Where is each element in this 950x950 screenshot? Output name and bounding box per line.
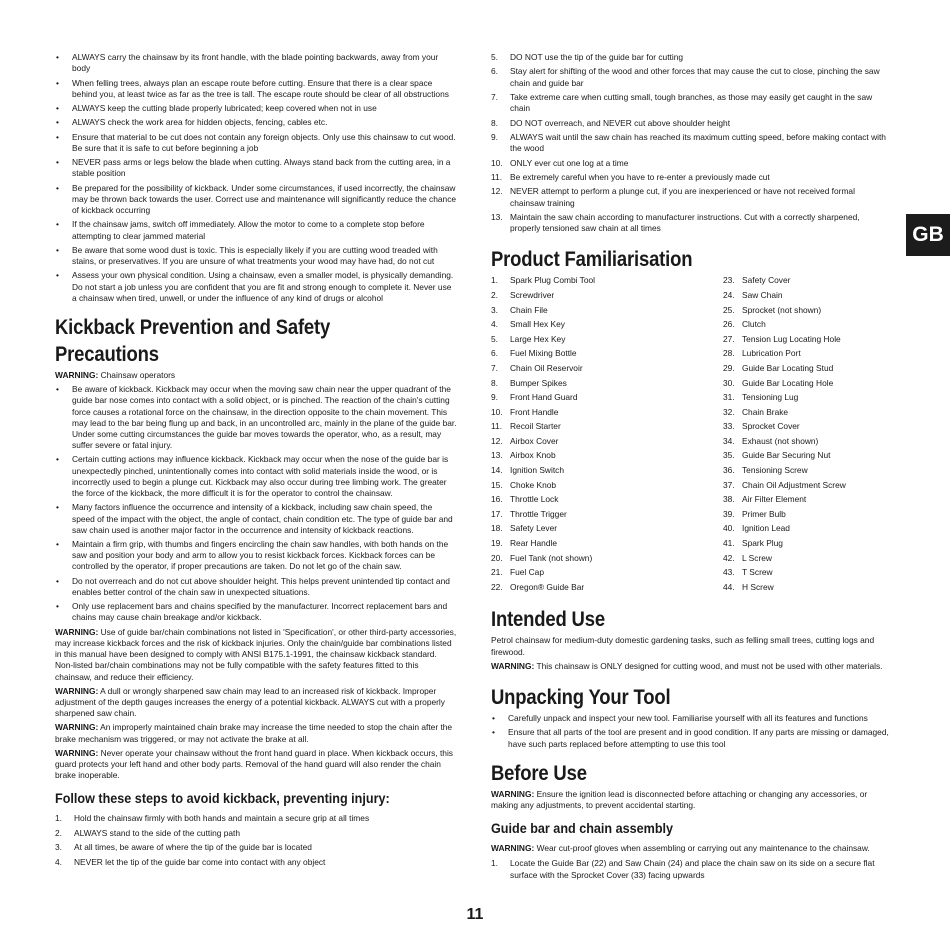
item-number: 5. (491, 333, 498, 344)
item-number: 11. (491, 171, 503, 182)
before-use-warning: WARNING: Ensure the ignition lead is disconnected before attaching or changing any accessories, or making any adjustments, to prevent accidental starting. (491, 788, 868, 810)
item-number: 20. (491, 552, 503, 563)
item-number: 43. (723, 567, 735, 578)
bullet-item: • Ensure that all parts of the tool are present and in good condition. If any parts are missing or damaged, have such parts replaced before attempting to use this tool (491, 727, 889, 749)
numbered-item (723, 290, 889, 301)
bullet-item: • Assess your own physical condition. Using a chainsaw, even a smaller model, is physically demanding. Do not start a job unless you are confident that you are fit and strong enough to complete it. Never use a chainsaw when tired, unwell, or under the influence of any kind of drugs or alcohol (55, 270, 457, 304)
numbered-item (55, 842, 457, 853)
numbered-item (491, 319, 723, 330)
item-text: Guide Bar Locating Stud (742, 362, 834, 373)
numbered-item (491, 582, 723, 593)
item-number: 14. (491, 465, 503, 476)
language-tab: GB (906, 214, 950, 256)
item-number: 18. (491, 523, 503, 534)
numbered-item (723, 480, 889, 491)
safety-bullet-list (55, 52, 457, 304)
numbered-item (723, 523, 889, 534)
item-number: 4. (491, 319, 498, 330)
numbered-item (491, 378, 723, 389)
item-text: Safety Cover (742, 275, 791, 286)
numbered-item (491, 363, 723, 374)
bullet-item: • NEVER pass arms or legs below the blade when cutting. Always stand back from the cutting area, in a stable position (55, 157, 457, 179)
bullet-item: • Be prepared for the possibility of kickback. Under some circumstances, if used incorrectly, the chainsaw may be thrown back towards the user. Correct use and maintenance will significantly reduce the chance of kickback occurring (55, 183, 457, 217)
numbered-item (491, 858, 889, 880)
page-number: 11 (466, 906, 484, 923)
item-text: Be extremely careful when you have to re-enter a previously made cut (510, 171, 770, 182)
parts-list (491, 275, 889, 596)
numbered-item (723, 319, 889, 330)
numbered-item (491, 436, 723, 447)
item-number: 2. (491, 289, 498, 300)
right-column (491, 52, 889, 884)
numbered-item (491, 212, 889, 234)
parts-list-column-1 (491, 275, 723, 596)
item-text: Front Handle (510, 406, 559, 417)
numbered-item (491, 538, 723, 549)
numbered-item (491, 52, 889, 63)
item-text: T Screw (742, 567, 773, 578)
item-number: 17. (491, 508, 503, 519)
numbered-item (491, 523, 723, 534)
warning-paragraph: WARNING: An improperly maintained chain brake may increase the time needed to stop the chain after the brake mechanism was triggered, or may not activate the brake at all. (55, 722, 453, 744)
numbered-item (723, 363, 889, 374)
item-text: Take extreme care when cutting small, tough branches, as those may easily get caught in the saw chain (510, 91, 873, 114)
item-text: Rear Handle (510, 538, 558, 549)
item-text: H Screw (742, 581, 774, 592)
numbered-item (491, 421, 723, 432)
numbered-item (55, 828, 457, 839)
bullet-item: • Only use replacement bars and chains specified by the manufacturer. Incorrect replacement bars and chains may cause chain breakage and/or kickback. (55, 601, 457, 623)
kickback-steps-list (55, 813, 457, 867)
item-text: Chain Oil Reservoir (510, 362, 583, 373)
item-number: 13. (491, 211, 503, 222)
item-number: 9. (491, 131, 498, 142)
item-text: DO NOT overreach, and NEVER cut above shoulder height (510, 117, 731, 128)
numbered-item (723, 509, 889, 520)
item-number: 4. (55, 856, 62, 867)
item-text: Choke Knob (510, 479, 557, 490)
numbered-item (723, 378, 889, 389)
numbered-item (491, 334, 723, 345)
item-text: NEVER let the tip of the guide bar come into contact with any object (74, 856, 326, 867)
item-number: 26. (723, 319, 735, 330)
numbered-item (491, 158, 889, 169)
item-number: 44. (723, 581, 735, 592)
item-text: Oregon® Guide Bar (510, 581, 585, 592)
numbered-item (723, 494, 889, 505)
item-text: Recoil Starter (510, 421, 561, 432)
item-number: 19. (491, 538, 503, 549)
kickback-steps-list-continued (491, 52, 889, 234)
item-text: Screwdriver (510, 289, 555, 300)
item-number: 31. (723, 392, 735, 403)
unpacking-bullet-list (491, 713, 889, 750)
item-text: Stay alert for shifting of the wood and other forces that may cause the cut to close, pinching the saw chain and guide bar (510, 66, 880, 88)
item-number: 3. (55, 842, 62, 853)
item-number: 29. (723, 362, 735, 373)
item-number: 10. (491, 406, 503, 417)
numbered-item (491, 567, 723, 578)
bullet-item: • Ensure that material to be cut does not contain any foreign objects. Only use this chainsaw to cut wood. Be sure that it is safe to cut before beginning a job (55, 132, 457, 154)
numbered-item (491, 275, 723, 286)
item-text: Airbox Knob (510, 450, 556, 461)
item-number: 5. (491, 52, 498, 62)
item-number: 28. (723, 348, 735, 359)
item-text: ALWAYS wait until the saw chain has reached its maximum cutting speed, before making contact with the wood (510, 131, 886, 154)
item-text: Fuel Cap (510, 567, 544, 578)
item-number: 41. (723, 538, 735, 549)
item-text: Tension Lug Locating Hole (742, 333, 841, 344)
numbered-item (491, 407, 723, 418)
item-number: 25. (723, 304, 735, 315)
item-text: ALWAYS stand to the side of the cutting path (74, 827, 241, 838)
bullet-item: • Maintain a firm grip, with thumbs and fingers encircling the chain saw handles, with both hands on the saw and position your body and arm to allow you to resist kickback forces. Kickback forces can be controlled by the operator, if proper precautions are taken. Do not let go of the chain saw. (55, 539, 457, 573)
kickback-heading: Kickback Prevention and Safety Precautions (55, 315, 331, 366)
numbered-item (491, 132, 889, 154)
item-number: 34. (723, 435, 735, 446)
numbered-item (723, 305, 889, 316)
kickback-bullet-list (55, 384, 457, 624)
item-number: 8. (491, 377, 498, 388)
item-text: Guide Bar Securing Nut (742, 450, 831, 461)
numbered-item (491, 172, 889, 183)
bullet-item: • ALWAYS keep the cutting blade properly lubricated; keep covered when not in use (55, 103, 457, 114)
item-number: 9. (491, 392, 498, 403)
item-text: Chain Oil Adjustment Screw (742, 479, 846, 490)
item-text: ONLY ever cut one log at a time (510, 157, 629, 168)
item-text: Bumper Spikes (510, 377, 567, 388)
numbered-item (723, 334, 889, 345)
numbered-item (491, 480, 723, 491)
item-text: Fuel Tank (not shown) (510, 552, 593, 563)
numbered-item (491, 186, 889, 208)
item-number: 16. (491, 494, 503, 505)
item-text: NEVER attempt to perform a plunge cut, if you are inexperienced or have not received formal chainsaw training (510, 186, 855, 208)
bullet-item: • Be aware that some wood dust is toxic. This is especially likely if you are cutting wood treaded with stains, or preservatives. If you are unsure of what treatments your wood may have had, do not cut (55, 245, 457, 267)
item-number: 1. (55, 813, 62, 824)
assembly-heading: Guide bar and chain assembly (491, 820, 674, 837)
item-number: 1. (491, 858, 498, 869)
item-number: 37. (723, 479, 735, 490)
item-number: 3. (491, 304, 498, 315)
unpacking-heading: Unpacking Your Tool (491, 686, 671, 710)
item-number: 13. (491, 450, 503, 461)
item-text: Fuel Mixing Bottle (510, 348, 577, 359)
bullet-item: • If the chainsaw jams, switch off immediately. Allow the motor to come to a complete stop before attempting to clear jammed material (55, 219, 457, 241)
item-text: Chain Brake (742, 406, 789, 417)
item-text: Maintain the saw chain according to manufacturer instructions. Cut with a correctly sharpened, properly tensioned saw chain at all times (510, 211, 860, 234)
item-text: Throttle Lock (510, 494, 559, 505)
item-number: 12. (491, 435, 503, 446)
numbered-item (723, 421, 889, 432)
numbered-item (723, 538, 889, 549)
item-text: Hold the chainsaw firmly with both hands and maintain a secure grip at all times (74, 813, 370, 824)
bullet-item: • Certain cutting actions may influence kickback. Kickback may occur when the nose of the guide bar is unexpectedly pinched, unintentionally comes into contact with solid materials inside the wood, or is incorrectly used to begin a plunge cut. Kickback may also occur during tree limbing work. The greater the force of the kickback, the more difficult it is for the operator to control the chainsaw. (55, 454, 457, 499)
item-text: Exhaust (not shown) (742, 435, 819, 446)
item-number: 39. (723, 508, 735, 519)
item-text: Small Hex Key (510, 319, 565, 330)
bullet-item: • Be aware of kickback. Kickback may occur when the moving saw chain near the upper quadrant of the guide bar nose comes into contact with a solid object, or is pinched. The reaction of the chain's cutting force causes a rotational force on the chainsaw, in the direction opposite to the chain movement. This may lead to the bar being flung up and back, in an uncontrolled arc, mainly in the plane of the guide bar. Under some cutting circumstances the guide bar moves towards the operator, who, as a result, may suffer severe or fatal injury. (55, 384, 457, 451)
numbered-item (491, 348, 723, 359)
item-text: Front Hand Guard (510, 392, 578, 403)
numbered-item (491, 290, 723, 301)
numbered-item (723, 407, 889, 418)
bullet-item: • ALWAYS carry the chainsaw by its front handle, with the blade pointing backwards, away from your body (55, 52, 457, 74)
numbered-item (55, 857, 457, 868)
item-number: 24. (723, 289, 735, 300)
item-text: L Screw (742, 552, 772, 563)
warning-paragraph: WARNING: A dull or wrongly sharpened saw chain may lead to an increased risk of kickback. Improper adjustment of the depth gauges increases the energy of a potential kickback. ALWAYS cut with a properly sharpened saw chain. (55, 685, 445, 719)
item-number: 22. (491, 581, 503, 592)
item-text: Spark Plug (742, 538, 783, 549)
item-text: Spark Plug Combi Tool (510, 275, 596, 286)
item-number: 2. (55, 827, 62, 838)
numbered-item (491, 92, 889, 114)
item-number: 7. (491, 91, 498, 102)
bullet-item: • Many factors influence the occurrence and intensity of a kickback, including saw chain speed, the speed of the impact with the object, the angle of contact, chain condition etc. The type of guide bar and saw chain used is another major factor in the occurrence and intensity of kickback reactions. (55, 502, 457, 536)
warning-paragraph: WARNING: Never operate your chainsaw without the front hand guard in place. When kickback occurs, this guard protects your left hand and other body parts. Removal of the hand guard will also render the chain brake inoperable. (55, 747, 453, 781)
assembly-warning: WARNING: Wear cut-proof gloves when assembling or carrying out any maintenance to the chainsaw. (491, 843, 870, 854)
item-number: 10. (491, 157, 503, 168)
numbered-item (491, 118, 889, 129)
numbered-item (723, 275, 889, 286)
intended-use-heading: Intended Use (491, 608, 605, 632)
numbered-item (491, 392, 723, 403)
numbered-item (723, 465, 889, 476)
bullet-item: • When felling trees, always plan an escape route before cutting. Ensure that there is a clear space behind you, at least twice as far as the tree is tall. The escape route should be clear of all obstructions (55, 78, 457, 100)
bullet-item: • Do not overreach and do not cut above shoulder height. This helps prevent unintended tip contact and enables better control of the chain saw in unexpected situations. (55, 576, 457, 598)
warning-paragraph: WARNING: Use of guide bar/chain combinations not listed in 'Specification', or other third-party accessories, may increase kickback forces and the risk of kickback injuries. Only the chain/guide bar combinations listed in this manual have been designed to comply with ANSI B175.1-1991, the chainsaw kickback standard. Non-listed bar/chain combinations may not be fully compatible with the safety features fitted to this chainsaw, and reduce their efficiency. (55, 626, 457, 682)
intended-use-warning: WARNING: This chainsaw is ONLY designed for cutting wood, and must not be used with other materials. (491, 660, 883, 671)
item-text: Guide Bar Locating Hole (742, 377, 834, 388)
item-number: 38. (723, 494, 735, 505)
numbered-item (723, 567, 889, 578)
item-text: Primer Bulb (742, 508, 786, 519)
bullet-item: • ALWAYS check the work area for hidden objects, fencing, cables etc. (55, 117, 457, 128)
numbered-item (491, 305, 723, 316)
item-text: Ignition Switch (510, 465, 564, 476)
item-number: 6. (491, 66, 498, 77)
numbered-item (491, 450, 723, 461)
bullet-item: • Carefully unpack and inspect your new tool. Familiarise yourself with all its features and functions (491, 713, 889, 724)
item-text: Sprocket (not shown) (742, 304, 822, 315)
item-number: 32. (723, 406, 735, 417)
numbered-item (491, 509, 723, 520)
item-text: Sprocket Cover (742, 421, 800, 432)
item-text: Airbox Cover (510, 435, 559, 446)
item-text: Throttle Trigger (510, 508, 567, 519)
item-number: 8. (491, 117, 498, 128)
item-text: Lubrication Port (742, 348, 801, 359)
familiarisation-heading: Product Familiarisation (491, 248, 693, 272)
item-number: 27. (723, 333, 735, 344)
numbered-item (723, 348, 889, 359)
numbered-item (491, 465, 723, 476)
item-number: 23. (723, 275, 735, 286)
item-number: 42. (723, 552, 735, 563)
numbered-item (723, 553, 889, 564)
item-text: Tensioning Screw (742, 465, 808, 476)
numbered-item (723, 392, 889, 403)
item-text: Large Hex Key (510, 333, 566, 344)
item-text: Tensioning Lug (742, 392, 799, 403)
item-number: 15. (491, 479, 503, 490)
item-number: 21. (491, 567, 503, 578)
steps-heading: Follow these steps to avoid kickback, preventing injury: (55, 790, 390, 807)
item-text: Saw Chain (742, 289, 783, 300)
item-text: Ignition Lead (742, 523, 790, 534)
numbered-item (723, 582, 889, 593)
item-number: 1. (491, 275, 498, 286)
parts-list-column-2 (723, 275, 889, 596)
item-number: 40. (723, 523, 735, 534)
warning-paragraphs (55, 627, 457, 782)
item-text: At all times, be aware of where the tip of the guide bar is located (74, 842, 312, 853)
assembly-steps-list (491, 858, 889, 880)
numbered-item (723, 450, 889, 461)
numbered-item (491, 494, 723, 505)
item-text: DO NOT use the tip of the guide bar for cutting (510, 52, 684, 62)
item-number: 6. (491, 348, 498, 359)
item-number: 11. (491, 421, 503, 432)
item-number: 12. (491, 186, 503, 197)
numbered-item (491, 66, 889, 88)
item-text: Safety Lever (510, 523, 558, 534)
item-number: 7. (491, 362, 498, 373)
item-number: 36. (723, 465, 735, 476)
before-use-heading: Before Use (491, 761, 587, 785)
warning-operators: WARNING: Chainsaw operators (55, 369, 176, 380)
item-text: Air Filter Element (742, 494, 807, 505)
item-number: 35. (723, 450, 735, 461)
numbered-item (723, 436, 889, 447)
numbered-item (491, 553, 723, 564)
intended-use-text: Petrol chainsaw for medium-duty domestic gardening tasks, such as felling small trees, cutting logs and firewood. (491, 635, 875, 657)
item-number: 33. (723, 421, 735, 432)
item-number: 30. (723, 377, 735, 388)
numbered-item (55, 813, 457, 824)
item-text: Clutch (742, 319, 766, 330)
item-text: Locate the Guide Bar (22) and Saw Chain (24) and place the chain saw on its side on a secure flat surface with the Sprocket Cover (33) facing upwards (510, 858, 875, 880)
left-column (55, 52, 457, 871)
item-text: Chain File (510, 304, 548, 315)
